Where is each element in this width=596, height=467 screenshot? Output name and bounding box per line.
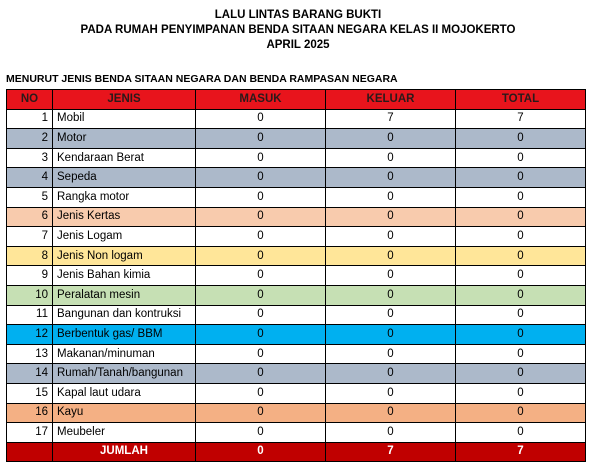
row-masuk-cell: 0 [196, 227, 326, 247]
row-masuk-cell: 0 [196, 168, 326, 188]
row-jenis-cell: Mobil [53, 109, 196, 129]
table-row [7, 148, 586, 168]
footer-no-cell [7, 442, 53, 462]
row-keluar-cell: 0 [326, 423, 456, 443]
row-masuk-cell: 0 [196, 129, 326, 149]
row-jenis-cell: Sepeda [53, 168, 196, 188]
footer-label: JUMLAH [53, 442, 196, 462]
row-masuk-cell: 0 [196, 109, 326, 129]
row-jenis-cell: Peralatan mesin [53, 285, 196, 305]
row-masuk-cell: 0 [196, 383, 326, 403]
row-no-cell: 1 [7, 109, 53, 129]
row-keluar-cell: 0 [326, 383, 456, 403]
row-keluar-cell: 0 [326, 325, 456, 345]
row-no-cell: 5 [7, 187, 53, 207]
row-masuk-cell: 0 [196, 187, 326, 207]
row-keluar-cell: 0 [326, 266, 456, 286]
table-row [7, 305, 586, 325]
row-no-cell: 4 [7, 168, 53, 188]
row-jenis-cell: Kayu [53, 403, 196, 423]
row-jenis-cell: Kendaraan Berat [53, 148, 196, 168]
row-total-cell: 0 [456, 285, 586, 305]
row-no-cell: 7 [7, 227, 53, 247]
col-header-jenis: JENIS [53, 90, 196, 110]
row-total-cell: 0 [456, 423, 586, 443]
row-keluar-cell: 0 [326, 168, 456, 188]
row-jenis-cell: Jenis Bahan kimia [53, 266, 196, 286]
table-row [7, 403, 586, 423]
row-no-cell: 14 [7, 364, 53, 384]
footer-masuk: 0 [196, 442, 326, 462]
row-total-cell: 0 [456, 305, 586, 325]
row-total-cell: 0 [456, 129, 586, 149]
row-keluar-cell: 0 [326, 305, 456, 325]
row-jenis-cell: Rangka motor [53, 187, 196, 207]
table-row [7, 285, 586, 305]
row-masuk-cell: 0 [196, 364, 326, 384]
row-keluar-cell: 7 [326, 109, 456, 129]
row-keluar-cell: 0 [326, 207, 456, 227]
row-masuk-cell: 0 [196, 344, 326, 364]
table-row [7, 266, 586, 286]
row-masuk-cell: 0 [196, 148, 326, 168]
row-jenis-cell: Jenis Kertas [53, 207, 196, 227]
table-row [7, 246, 586, 266]
row-no-cell: 9 [7, 266, 53, 286]
table-row [7, 187, 586, 207]
report-title: LALU LINTAS BARANG BUKTI [214, 9, 382, 21]
row-jenis-cell: Meubeler [53, 423, 196, 443]
table-subtitle: MENURUT JENIS BENDA SITAAN NEGARA DAN BENDA RAMPASAN NEGARA [6, 73, 398, 85]
row-keluar-cell: 0 [326, 344, 456, 364]
col-header-masuk: MASUK [196, 90, 326, 110]
row-jenis-cell: Makanan/minuman [53, 344, 196, 364]
row-keluar-cell: 0 [326, 246, 456, 266]
evidence-table [6, 89, 586, 462]
row-no-cell: 15 [7, 383, 53, 403]
table-row [7, 207, 586, 227]
row-keluar-cell: 0 [326, 227, 456, 247]
row-total-cell: 0 [456, 383, 586, 403]
table-row [7, 344, 586, 364]
row-jenis-cell: Motor [53, 129, 196, 149]
row-no-cell: 11 [7, 305, 53, 325]
row-jenis-cell: Jenis Logam [53, 227, 196, 247]
table-row [7, 168, 586, 188]
row-keluar-cell: 0 [326, 129, 456, 149]
row-no-cell: 3 [7, 148, 53, 168]
row-masuk-cell: 0 [196, 423, 326, 443]
row-total-cell: 0 [456, 344, 586, 364]
table-row [7, 129, 586, 149]
row-keluar-cell: 0 [326, 187, 456, 207]
table-footer-row [7, 442, 586, 462]
row-no-cell: 2 [7, 129, 53, 149]
footer-total: 7 [456, 442, 586, 462]
row-total-cell: 0 [456, 266, 586, 286]
table-row [7, 325, 586, 345]
row-total-cell: 0 [456, 148, 586, 168]
row-total-cell: 0 [456, 227, 586, 247]
table-header-row [7, 90, 586, 110]
row-jenis-cell: Bangunan dan kontruksi [53, 305, 196, 325]
col-header-no: NO [7, 90, 53, 110]
footer-keluar: 7 [326, 442, 456, 462]
row-keluar-cell: 0 [326, 364, 456, 384]
row-jenis-cell: Kapal laut udara [53, 383, 196, 403]
row-total-cell: 0 [456, 364, 586, 384]
row-keluar-cell: 0 [326, 403, 456, 423]
row-no-cell: 10 [7, 285, 53, 305]
row-total-cell: 0 [456, 403, 586, 423]
row-total-cell: 0 [456, 325, 586, 345]
report-title-line2: PADA RUMAH PENYIMPANAN BENDA SITAAN NEGARA KELAS II MOJOKERTO [80, 24, 516, 36]
row-keluar-cell: 0 [326, 285, 456, 305]
row-no-cell: 6 [7, 207, 53, 227]
row-total-cell: 0 [456, 246, 586, 266]
row-masuk-cell: 0 [196, 403, 326, 423]
row-no-cell: 13 [7, 344, 53, 364]
row-total-cell: 7 [456, 109, 586, 129]
row-keluar-cell: 0 [326, 148, 456, 168]
col-header-total: TOTAL [456, 90, 586, 110]
table-row [7, 227, 586, 247]
table-row [7, 423, 586, 443]
row-masuk-cell: 0 [196, 246, 326, 266]
row-no-cell: 8 [7, 246, 53, 266]
row-total-cell: 0 [456, 187, 586, 207]
col-header-keluar: KELUAR [326, 90, 456, 110]
row-no-cell: 12 [7, 325, 53, 345]
row-masuk-cell: 0 [196, 207, 326, 227]
row-jenis-cell: Berbentuk gas/ BBM [53, 325, 196, 345]
table-row [7, 364, 586, 384]
row-masuk-cell: 0 [196, 266, 326, 286]
row-total-cell: 0 [456, 168, 586, 188]
row-no-cell: 17 [7, 423, 53, 443]
row-masuk-cell: 0 [196, 285, 326, 305]
row-no-cell: 16 [7, 403, 53, 423]
row-masuk-cell: 0 [196, 305, 326, 325]
row-masuk-cell: 0 [196, 325, 326, 345]
row-jenis-cell: Rumah/Tanah/bangunan [53, 364, 196, 384]
row-jenis-cell: Jenis Non logam [53, 246, 196, 266]
report-period: APRIL 2025 [266, 39, 330, 51]
row-total-cell: 0 [456, 207, 586, 227]
table-row [7, 109, 586, 129]
table-row [7, 383, 586, 403]
